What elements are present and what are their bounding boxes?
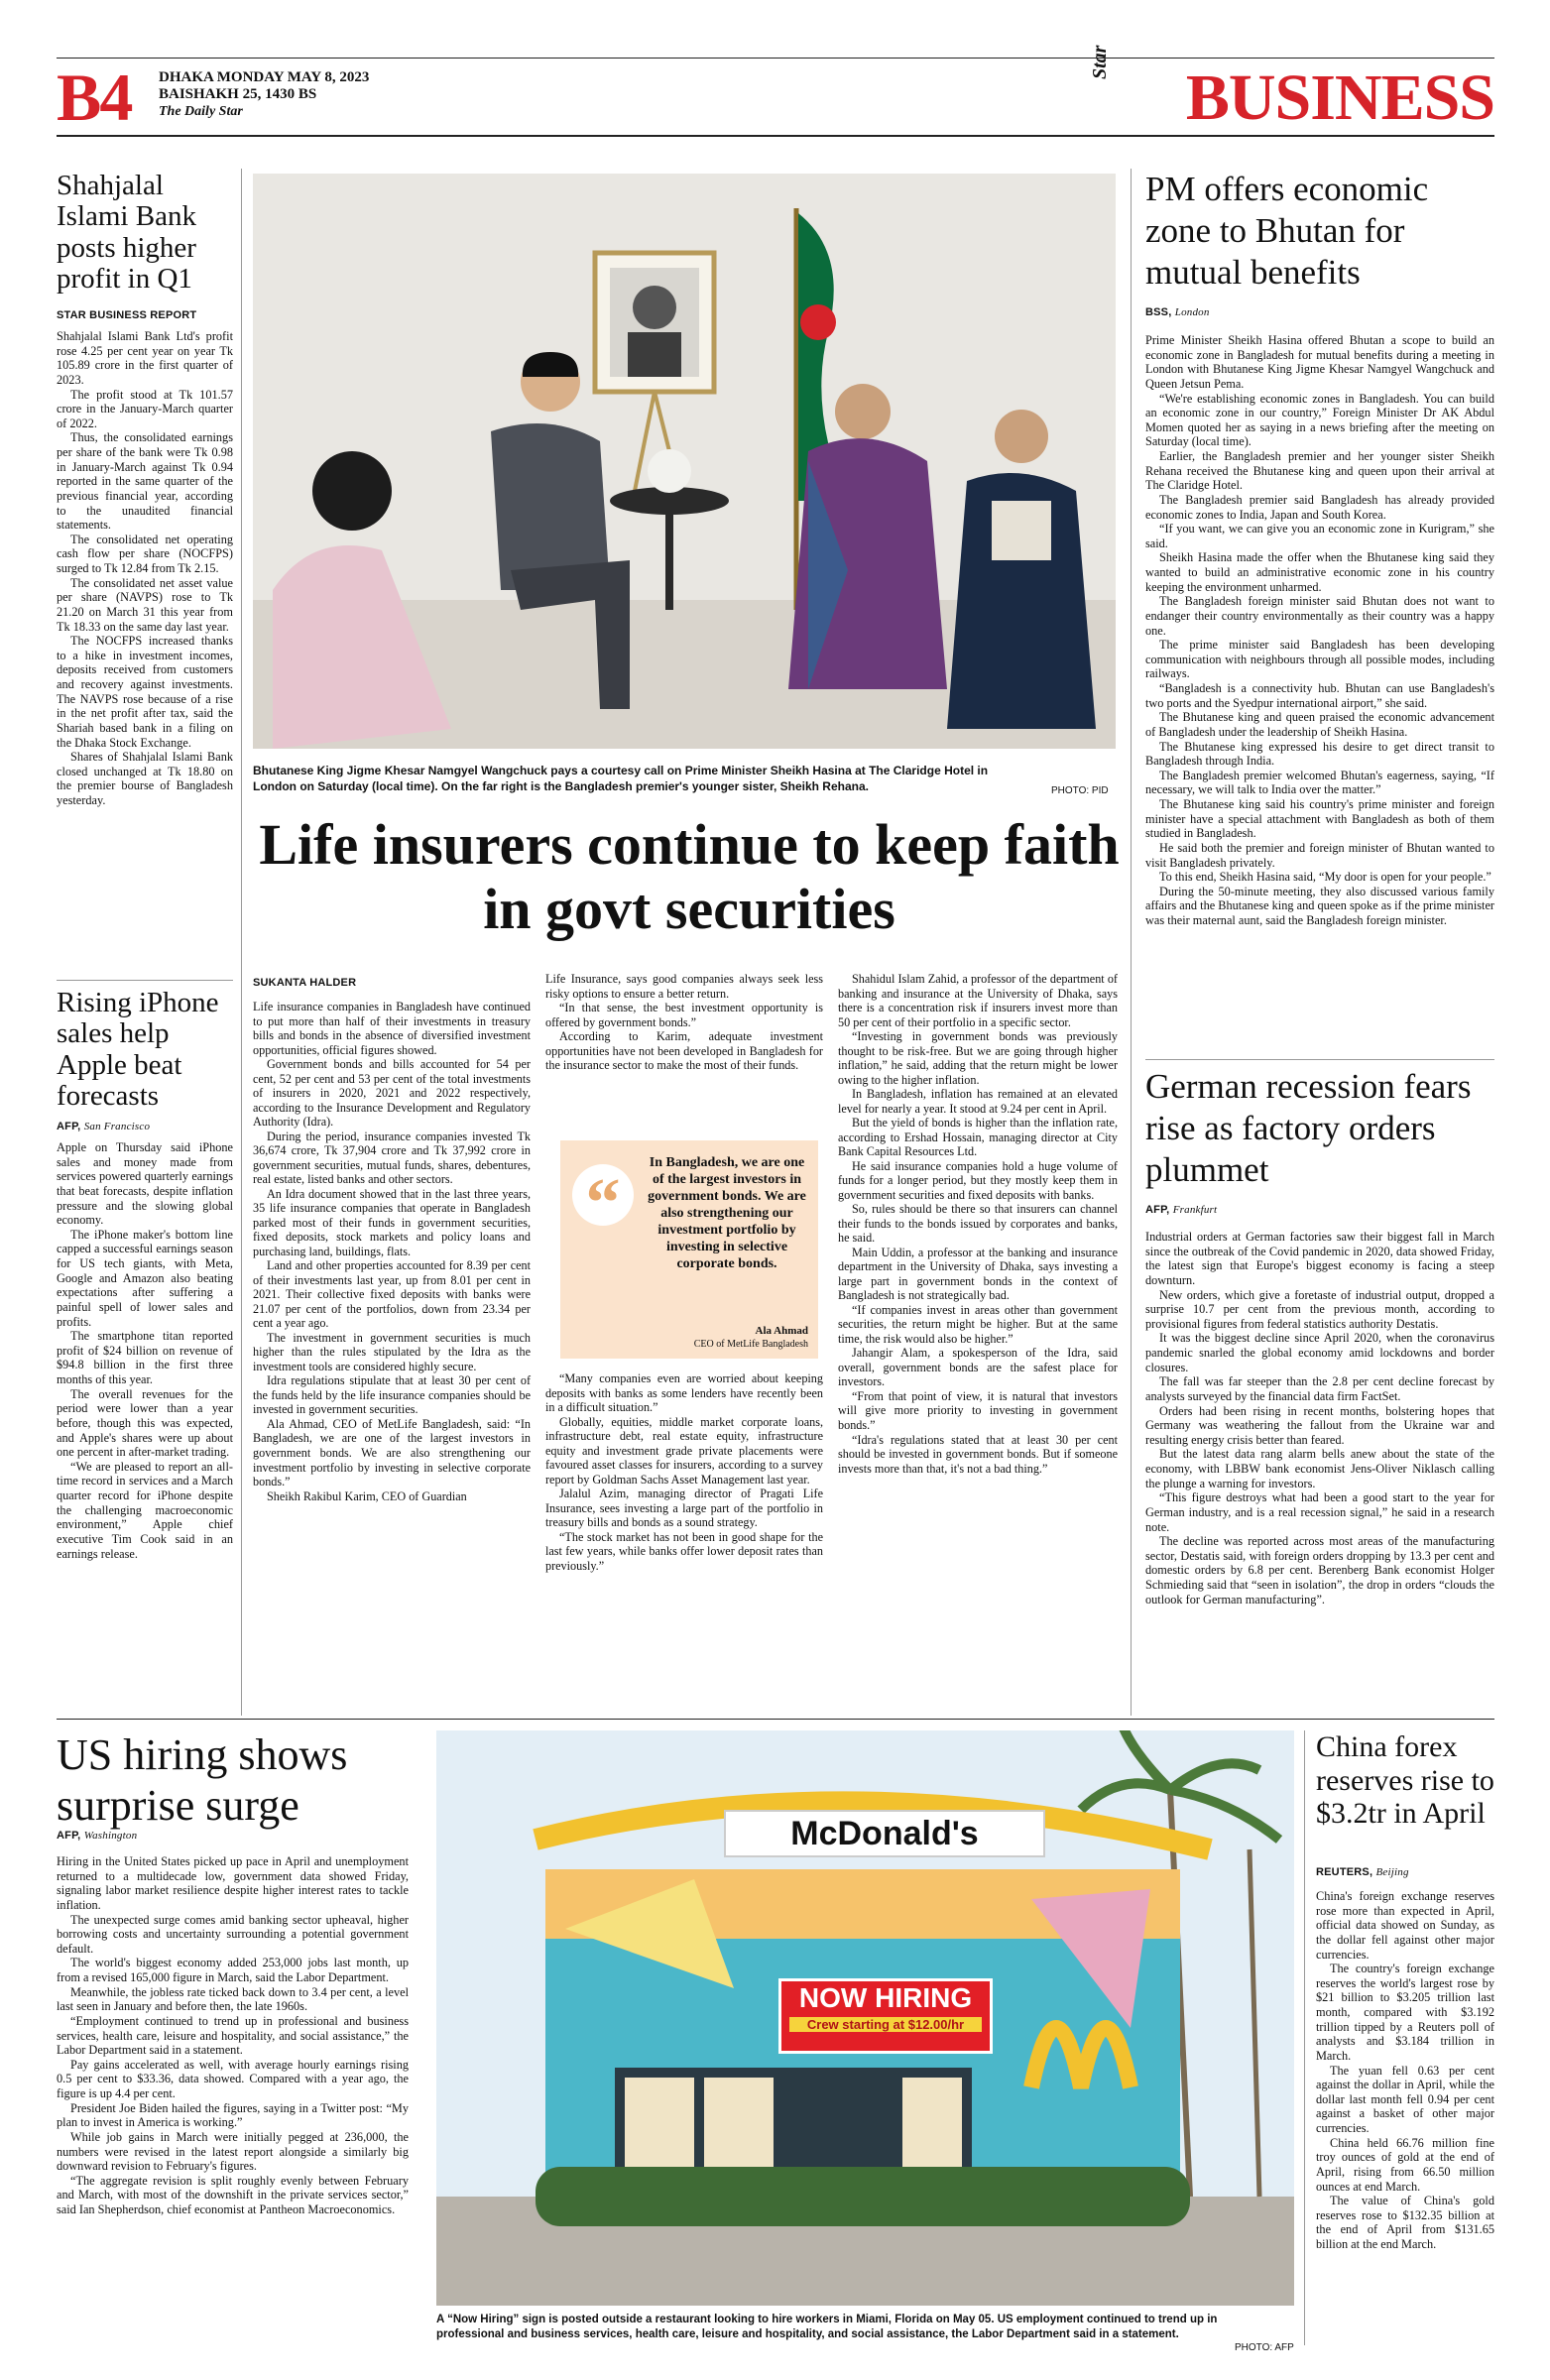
paragraph: During the period, insurance companies invested Tk 36,674 crore, Tk 37,904 crore and Tk 37,992 crore in government securities, mutual funds, shares, debentures, real estate, listed banks and other sectors. [253,1129,531,1187]
paragraph: In Bangladesh, inflation has remained at an elevated level for nearly a year. It stood at 9.24 per cent in April. [838,1087,1118,1116]
paragraph: “We're establishing economic zones in Bangladesh. You can build an economic zone in our country,” Foreign Minister Dr AK Abdul Momen quoted her as saying in a news briefing after the meeting on Saturday (local time). [1145,391,1494,449]
paragraph: Ala Ahmad, CEO of MetLife Bangladesh, said: “In Bangladesh, we are one of the largest investors in government bonds. We are also strengthening our investment portfolio by investing in selective corporate bonds.” [253,1416,531,1489]
paragraph: The Bhutanese king expressed his desire to get direct transit to Bangladesh through India. [1145,739,1494,769]
paragraph: The Bhutanese king and queen praised the economic advancement of Bangladesh under the leadership of Sheikh Hasina. [1145,710,1494,739]
paragraph: Jalalul Azim, managing director of Pragati Life Insurance, sees investing a large part of the portfolio in treasury bills and bonds as a sound strategy. [545,1487,823,1530]
place: London [1174,306,1210,318]
paragraph: Hiring in the United States picked up pace in April and unemployment returned to a multidecade low, government data showed Friday, signaling labor market resilience despite higher interest rates to tackle inflation. [57,1854,409,1912]
paragraph: “This figure destroys what had been a good start to the year for German industry, and is a real recession signal,” he said in a research note. [1145,1490,1494,1534]
pm-byline [1145,306,1210,318]
paragraph: The Bangladesh foreign minister said Bhutan does not want to endanger their country environmentally as their country was a happy one. [1145,594,1494,638]
paragraph: Pay gains accelerated as well, with average hourly earnings rising 0.5 per cent to $33.36, data showed. Compared with a year ago, the figure is up 4.4 per cent. [57,2057,409,2100]
meeting-caption: Bhutanese King Jigme Khesar Namgyel Wangchuck pays a courtesy call on Prime Minister Sheikh Hasina at The Claridge Hotel in London on Saturday (local time). On the far right is the Bangladesh premier's younger sister, Sheikh Rehana. [253,764,989,793]
china-headline: China forex reserves rise to $3.2tr in April [1316,1730,1494,1831]
german-byline [1145,1204,1217,1216]
paragraph: The investment in government securities is much higher than the rules stipulated by the Idra as the investment tools are considered highly secure. [253,1330,531,1373]
china-body [1316,1889,1494,2252]
pull-quote-box [560,1140,818,1359]
paragraph: To this end, Sheikh Hasina said, “My door is open for your people.” [1159,870,1491,885]
bengali-date: BAISHAKH 25, 1430 BS [159,86,317,102]
paragraph: The Bangladesh premier welcomed Bhutan's eagerness, saying, “If necessary, we will talk to India over the matter.” [1145,768,1494,797]
paragraph: But the yield of bonds is higher than the inflation rate, according to Ershad Hossain, managing director at City Bank Capital Resources Ltd. [838,1116,1118,1159]
paragraph: So, rules should be there so that insurers can channel their funds to the bonds issued by corporates and banks, he said. [838,1202,1118,1246]
agency: AFP, [1145,1204,1170,1216]
quote-text: In Bangladesh, we are one of the largest investors in government bonds. We are also strengthening our investment portfolio by investing in selective corporate bonds. [648,1155,806,1272]
shahjalal-body [57,329,233,808]
paragraph: China held 66.76 million fine troy ounces of gold at the end of April, rising from 66.50 million ounces at end March. [1316,2135,1494,2194]
shahjalal-byline: STAR BUSINESS REPORT [57,309,197,321]
paragraph: “The aggregate revision is split roughly evenly between February and March, with most of the downshift in the private services sector,” said Ian Shepherdson, chief economist at Pantheon Macroeconomics. [57,2173,409,2216]
paragraph: “In that sense, the best investment opportunity is offered by government bonds.” [545,1001,823,1029]
paragraph: Shares of Shahjalal Islami Bank closed unchanged at Tk 18.80 on the premier bourse of Bangladesh yesterday. [57,750,233,807]
mcdonalds-sign: McDonald's [724,1810,1045,1857]
agency: AFP, [57,1121,81,1132]
page-number: B4 [57,60,132,135]
shahjalal-headline: Shahjalal Islami Bank posts higher profit in Q1 [57,170,196,295]
paragraph: The yuan fell 0.63 per cent against the dollar in April, while the dollar last month fell 0.94 per cent against a basket of other major currencies. [1316,2063,1494,2135]
german-headline: German recession fears rise as factory orders plummet [1145,1067,1472,1189]
dateline: DHAKA MONDAY MAY 8, 2023 [159,69,370,85]
paragraph: “The stock market has not been in good shape for the last few years, while banks offer lower deposit rates than previously.” [545,1529,823,1573]
agency: REUTERS, [1316,1866,1373,1878]
paragraph: “If companies invest in areas other than government securities, the return might be higher. But at the same time, the risk would also be higher.” [838,1302,1118,1346]
banner-line2: Crew starting at $12.00/hr [789,2017,982,2032]
paragraph: He said both the premier and foreign minister of Bhutan wanted to visit Bangladesh privately. [1145,840,1494,870]
paragraph: “If you want, we can give you an economic zone in Kurigram,” she said. [1145,522,1494,550]
iphone-byline [57,1121,150,1132]
now-hiring-banner [778,1978,993,2054]
quote-mark-icon: “ [572,1164,634,1226]
star-logo-mark: Star [1089,45,1111,79]
restaurant-photo [436,1730,1294,2306]
quote-name: Ala Ahmad [755,1325,808,1337]
german-body [1145,1230,1494,1606]
paragraph: The consolidated net asset value per share (NAVPS) rose to Tk 21.20 on March 31 this year from Tk 18.33 on the same day last year. [57,575,233,634]
paragraph: The Bhutanese king said his country's prime minister and foreign minister have a special attachment with Bangladesh as both of them studied in Bangladesh. [1145,797,1494,841]
paragraph: Apple on Thursday said iPhone sales and money made from services powered quarterly earnings that beat forecasts, despite inflation pressure and the slowing global economy. [57,1140,233,1228]
paragraph: He said insurance companies hold a huge volume of funds for a longer period, but they mostly keep them in government securities and fixed deposits with banks. [838,1158,1118,1202]
paragraph: The iPhone maker's bottom line capped a successful earnings season for US tech giants, with Meta, Google and Amazon also beating expectations after suffering a painful spell of lower sales and profits. [57,1227,233,1329]
paragraph: An Idra document showed that in the last three years, 35 life insurance companies that operate in Bangladesh parked most of their funds in government securities, fixed deposits, stock markets and policy loans and purchasing land, buildings, flats. [253,1186,531,1258]
paragraph: Main Uddin, a professor at the banking and insurance department in the University of Dhaka, says investing a large part in government bonds in the context of Bangladesh is not strategically bad. [838,1245,1118,1303]
paragraph: Shahjalal Islami Bank Ltd's profit rose 4.25 per cent year on year Tk 105.89 crore in the first quarter of 2023. [57,329,233,387]
paragraph: Orders had been rising in recent months, bolstering hopes that Germany was weathering the fallout from the Ukraine war and resulting energy crisis better than feared. [1145,1403,1494,1447]
restaurant-credit: PHOTO: AFP [1235,2342,1294,2353]
paragraph: President Joe Biden hailed the figures, saying in a Twitter post: “My plan to invest in America is working.” [57,2100,409,2130]
paragraph: Land and other properties accounted for 8.39 per cent of their investments last year, up from 8.01 per cent in 2021. Their collective fixed deposits with banks were 21.07 per cent of the portfolios, down from 23.34 per cent a year ago. [253,1258,531,1331]
paragraph: New orders, which give a foretaste of industrial output, dropped a surprise 10.7 per cent from the previous month, according to provisional figures from federal statistics authority Destatis. [1145,1287,1494,1331]
paragraph: The consolidated net operating cash flow per share (NOCFPS) surged to Tk 12.84 from Tk 2.15. [57,532,233,575]
paragraph: Prime Minister Sheikh Hasina offered Bhutan a scope to build an economic zone in Bangladesh for mutual benefits during a meeting in London with Bhutanese King Jigme Khesar Namgyel Wangchuck and Queen Jetsun Pema. [1145,333,1494,391]
insurers-col2-top [545,972,823,1073]
place: Beijing [1375,1866,1409,1878]
restaurant-caption: A “Now Hiring” sign is posted outside a restaurant looking to hire workers in Miami, Florida on May 05. US employment continued to trend up in professional and business services, health care, leisure and hospitality, and social assistance, the Labor Department said in a statement. [436,2314,1218,2340]
paper-logo: The Daily Star [159,104,243,119]
insurers-col2-bottom [545,1371,823,1573]
paragraph: “Investing in government bonds was previously thought to be risk-free. But we are going through higher inflation,” he said, adding that the return might be lower owing to the higher inflation. [838,1029,1118,1087]
paragraph: The prime minister said Bangladesh has been developing communication with neighbours through all possible modes, including railways. [1145,638,1494,681]
paragraph: The overall revenues for the period were lower than a year before, though this was expected, and Apple's shares were up about one percent in after-market trading. [57,1386,233,1460]
paragraph: The decline was reported across most areas of the manufacturing sector, Destatis said, with foreign orders dropping by 13.3 per cent and domestic orders by 6.8 per cent. Berenberg Bank economist Holger Schmieding said that “seen in isolation”, the drop in orders “clouds the outlook for German manufacturing”. [1145,1534,1494,1606]
us-hiring-headline: US hiring shows surprise surge [57,1730,348,1830]
paragraph: “Idra's regulations stated that at least 30 per cent should be invested in government bonds. But if someone invests more than that, it's not a bad thing.” [838,1432,1118,1476]
meeting-photo [253,174,1116,749]
paragraph: It was the biggest decline since April 2020, when the coronavirus pandemic snarled the global economy amid lockdowns and border closures. [1145,1331,1494,1374]
section-title: BUSINESS [1185,61,1494,134]
insurers-headline: Life insurers continue to keep faith in govt securities [259,812,1120,941]
paragraph: “From that point of view, it is natural that investors will give more priority to investing in government bonds.” [838,1388,1118,1432]
paragraph: The NOCFPS increased thanks to a hike in investment incomes, deposits received from customers and recovery against investments. The NAVPS rose because of a rise in the net profit after tax, said the Shariah based bank in a filing on the Dhaka Stock Exchange. [57,634,233,750]
banner-line1: NOW HIRING [798,1982,973,2013]
paragraph: Sheikh Hasina made the offer when the Bhutanese king said they wanted to build an administrative economic zone in his country keeping the environment unharmed. [1145,550,1494,594]
paragraph: The Bangladesh premier said Bangladesh has already provided economic zones to India, Japan and South Korea. [1145,492,1494,522]
insurers-col3 [838,972,1118,1476]
paragraph: Jahangir Alam, a spokesperson of the Idra, said overall, government bonds are the safest place for investors. [838,1346,1118,1389]
place: Washington [83,1830,138,1842]
iphone-body [57,1140,233,1561]
paragraph: While job gains in March were initially pegged at 236,000, the numbers were revised in the latest report alongside a similarly big downward revision to February's figures. [57,2129,409,2174]
paragraph: The world's biggest economy added 253,000 jobs last month, up from a revised 165,000 figure in March, said the Labor Department. [57,1956,409,1984]
paragraph: “Employment continued to trend up in professional and business services, health care, leisure and hospitality, and social assistance,” the Labor Department said in a statement. [57,2013,409,2058]
paragraph: The smartphone titan reported profit of $24 billion on revenue of $94.8 billion in the first three months of this year. [57,1329,233,1386]
us-hiring-body [57,1854,409,2217]
paragraph: The country's foreign exchange reserves the world's largest rose by $21 billion to $3.205 trillion last month, compared with $3.192 trillion tipped by a Reuters poll of analysts and $3.184 trillion in March. [1316,1962,1494,2063]
paragraph: Earlier, the Bangladesh premier and her younger sister Sheikh Rehana received the Bhutanese king and queen upon their arrival at The Claridge Hotel. [1145,449,1494,493]
paragraph: Life insurance companies in Bangladesh have continued to put more than half of their investments in treasury bills and bonds in the absence of diversified investment opportunities, official figures showed. [253,1000,531,1057]
paragraph: “Bangladesh is a connectivity hub. Bhutan can use Bangladesh's two ports and the Syedpur international airport,” she said. [1145,681,1494,710]
paragraph: Industrial orders at German factories saw their biggest fall in March since the outbreak of the Covid pandemic in 2020, data showed Friday, the latest sign that Europe's biggest economy is facing a steep downturn. [1145,1230,1494,1287]
china-byline [1316,1866,1409,1878]
pm-body [1145,333,1494,928]
paragraph: “We are pleased to report an all-time record in services and a March quarter record for iPhone despite the challenging macroeconomic environment,” Apple chief executive Tim Cook said in an earnings release. [57,1459,233,1561]
paragraph: Sheikh Rakibul Karim, CEO of Guardian [267,1488,467,1503]
paragraph: Government bonds and bills accounted for 54 per cent, 52 per cent and 53 per cent of the total investments of insurers in 2020, 2021 and 2022 respectively, according to the Insurance Development and Regulatory Authority (Idra). [253,1057,531,1130]
place: San Francisco [83,1121,151,1132]
meeting-credit: PHOTO: PID [1051,785,1109,796]
paragraph: But the latest data rang alarm bells anew about the state of the economy, with LBBW bank economist Jens-Oliver Niklasch calling the plunge a warning for investors. [1145,1447,1494,1490]
iphone-headline: Rising iPhone sales help Apple beat forecasts [57,987,219,1112]
paragraph: Meanwhile, the jobless rate ticked back down to 3.4 per cent, a level last seen in January and before then, the late 1960s. [57,1984,409,2014]
paragraph: Life Insurance, says good companies always seek less risky options to ensure a better return. [545,972,823,1001]
paragraph: The profit stood at Tk 101.57 crore in the January-March quarter of 2022. [57,387,233,430]
agency: AFP, [57,1830,81,1842]
agency: BSS, [1145,306,1172,318]
paragraph: China's foreign exchange reserves rose more than expected in April, official data showed on Sunday, as the dollar fell against other major currencies. [1316,1889,1494,1962]
paragraph: Thus, the consolidated earnings per share of the bank were Tk 0.98 in January-March against Tk 0.94 reported in the same quarter of the previous financial year, according to the unaudited financial statements. [57,430,233,533]
paragraph: According to Karim, adequate investment opportunities have not been developed in Bangladesh for the insurance sector to make the most of their funds. [545,1029,823,1073]
insurers-col1 [253,1000,531,1503]
quote-title: CEO of MetLife Bangladesh [693,1339,808,1350]
paragraph: The value of China's gold reserves rose to $132.35 billion at the end of April from $131.65 billion at the end March. [1316,2194,1494,2251]
insurers-byline: SUKANTA HALDER [253,977,357,989]
paragraph: “Many companies even are worried about keeping deposits with banks as some lenders have recently been in a difficult situation.” [545,1371,823,1415]
paragraph: During the 50-minute meeting, they also discussed various family affairs and the Bhutanese king and queen spoke as if the prime minister was their maternal aunt, said the Bangladesh foreign minister. [1145,884,1494,927]
us-hiring-byline [57,1830,137,1842]
paragraph: The unexpected surge comes amid banking sector upheaval, higher borrowing costs and uncertainty surrounding a potential government default. [57,1912,409,1956]
pm-headline: PM offers economic zone to Bhutan for mutual benefits [1145,170,1429,292]
paragraph: Shahidul Islam Zahid, a professor of the department of banking and insurance at the University of Dhaka, says there is a concentration risk if insurers invest more than 50 per cent of their portfolio in a specific sector. [838,972,1118,1029]
paragraph: Idra regulations stipulate that at least 30 per cent of the funds held by the life insurance companies should be invested in government securities. [253,1373,531,1417]
place: Frankfurt [1172,1204,1218,1216]
paragraph: Globally, equities, middle market corporate loans, infrastructure debt, real estate equity, infrastructure equity and investment grade private placements were favoured asset classes for insurers, according to a survey report by Goldman Sachs Asset Management last year. [545,1414,823,1487]
paragraph: The fall was far steeper than the 2.8 per cent decline forecast by analysts surveyed by the financial data firm FactSet. [1145,1374,1494,1403]
